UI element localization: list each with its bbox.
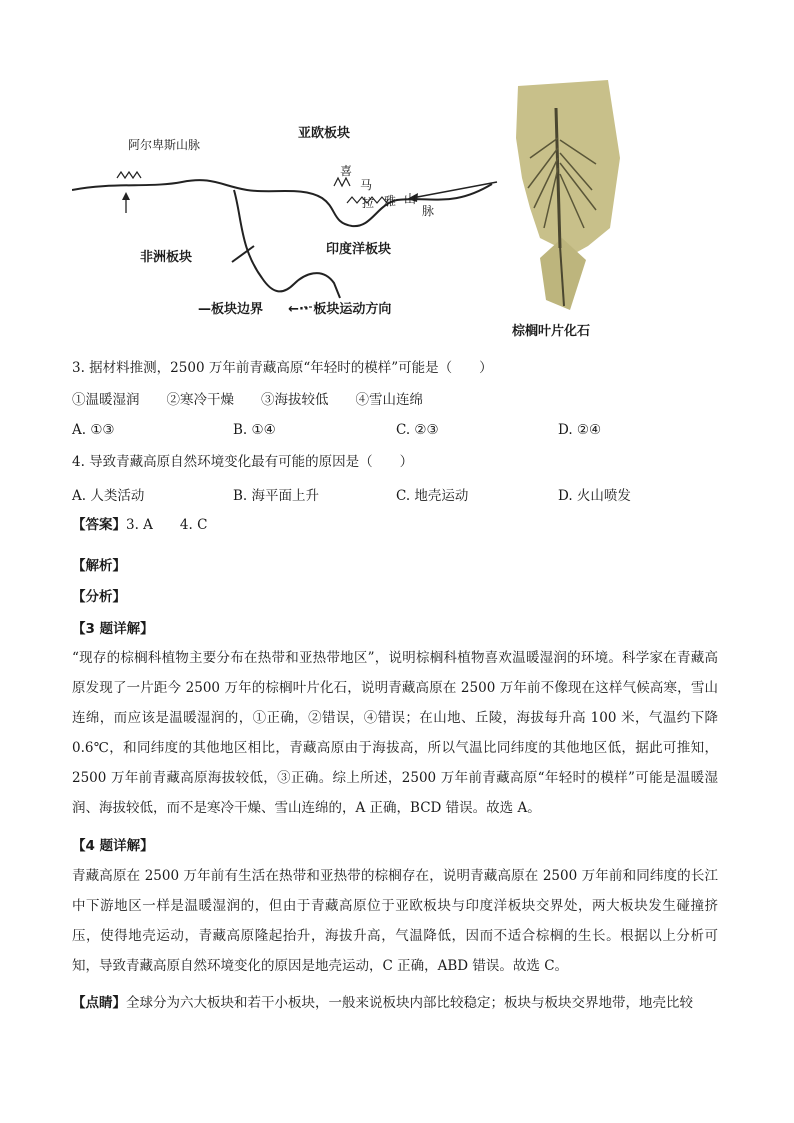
label-eurasian-plate: 亚欧板块: [298, 126, 351, 141]
label-himalaya-3: 拉: [362, 196, 375, 210]
label-himalaya-4: 雅: [384, 194, 397, 208]
tip-text: 全球分为六大板块和若干小板块，一般来说板块内部比较稳定；板块与板块交界地带，地壳比较: [126, 995, 693, 1011]
diagram-legend: [198, 298, 391, 317]
legend-boundary: —板块边界: [198, 302, 264, 317]
question-4-option-a: A. 人类活动: [72, 488, 145, 504]
question-3-items: ①温暖湿润 ②寒冷干燥 ③海拔较低 ④雪山连绵: [72, 392, 423, 408]
tip-line: [72, 993, 718, 1013]
answer-line: [72, 515, 207, 535]
label-himalaya-6: 脉: [422, 204, 435, 218]
question-3-option-a: A. ①③: [72, 422, 115, 438]
label-african-plate: 非洲板块: [140, 250, 193, 265]
label-himalaya-2: 马: [360, 178, 373, 192]
legend-motion: ←·· 板块运动方向: [288, 302, 392, 317]
label-himalaya-5: 山: [404, 192, 417, 206]
question-3-stem: 3. 据材料推测，2500 万年前青藏高原“年轻时的模样”可能是（ ）: [72, 360, 493, 376]
question-4-option-b: B. 海平面上升: [233, 488, 320, 504]
question-3-option-c: C. ②③: [396, 422, 439, 438]
detail-3-heading: 【3 题详解】: [72, 621, 154, 637]
detail-4-text: 青藏高原在 2500 万年前有生活在热带和亚热带的棕榈存在，说明青藏高原在 2500 万年前和同纬度的长江中下游地区一样是温暖湿润的，但由于青藏高原位于亚欧板块与印度洋板块交界处，两大板块发生碰撞挤压，使得地壳运动，青藏高原隆起抬升，海拔升高，气温降低，因而不适合棕榈的生长。根据以上分析可知，导致青藏高原自然环境变化的原因是地壳运动，C 正确，ABD 错误。故选 C。: [72, 868, 718, 974]
label-indian-plate: 印度洋板块: [326, 242, 392, 257]
label-himalaya-1: 喜: [340, 164, 353, 178]
label-alps: 阿尔卑斯山脉: [128, 138, 201, 152]
question-4-stem: 4. 导致青藏高原自然环境变化最有可能的原因是（ ）: [72, 454, 414, 470]
detail-4-heading: 【4 题详解】: [72, 838, 154, 854]
palm-leaf-fossil-image: [500, 78, 622, 318]
question-3-option-b: B. ①④: [233, 422, 276, 438]
question-4-option-d: D. 火山喷发: [558, 488, 631, 504]
question-3-option-d: D. ②④: [558, 422, 602, 438]
fossil-picture: [500, 78, 622, 318]
detail-3-text: “现存的棕榈科植物主要分布在热带和亚热带地区”，说明棕榈科植物喜欢温暖湿润的环境。科学家在青藏高原发现了一片距今 2500 万年的棕榈叶片化石，说明青藏高原在 2500 万年前不像现在这样气候高寒，雪山连绵，而应该是温暖湿润的，①正确，②错误，④错误；在山地、丘陵，海拔每升高 100 米，气温约下降 0.6℃，和同纬度的其他地区相比，青藏高原由于海拔高，所以气温比同纬度的其他地区低，据此可推知，2500 万年前青藏高原海拔较低，③正确。综上所述，2500 万年前青藏高原“年轻时的模样”可能是温暖湿润、海拔较低，而不是寒冷干燥、雪山连绵的，A 正确，BCD 错误。故选 A。: [72, 650, 718, 816]
fenxi-heading: 【分析】: [72, 589, 126, 605]
question-4-option-c: C. 地壳运动: [396, 488, 469, 504]
tip-tag: 【点睛】: [72, 995, 126, 1011]
analysis-heading: 【解析】: [72, 558, 126, 574]
answer-tag: 【答案】: [72, 517, 126, 533]
fossil-caption: 棕榈叶片化石: [512, 324, 591, 339]
answer-text: 3. A 4. C: [126, 517, 208, 533]
